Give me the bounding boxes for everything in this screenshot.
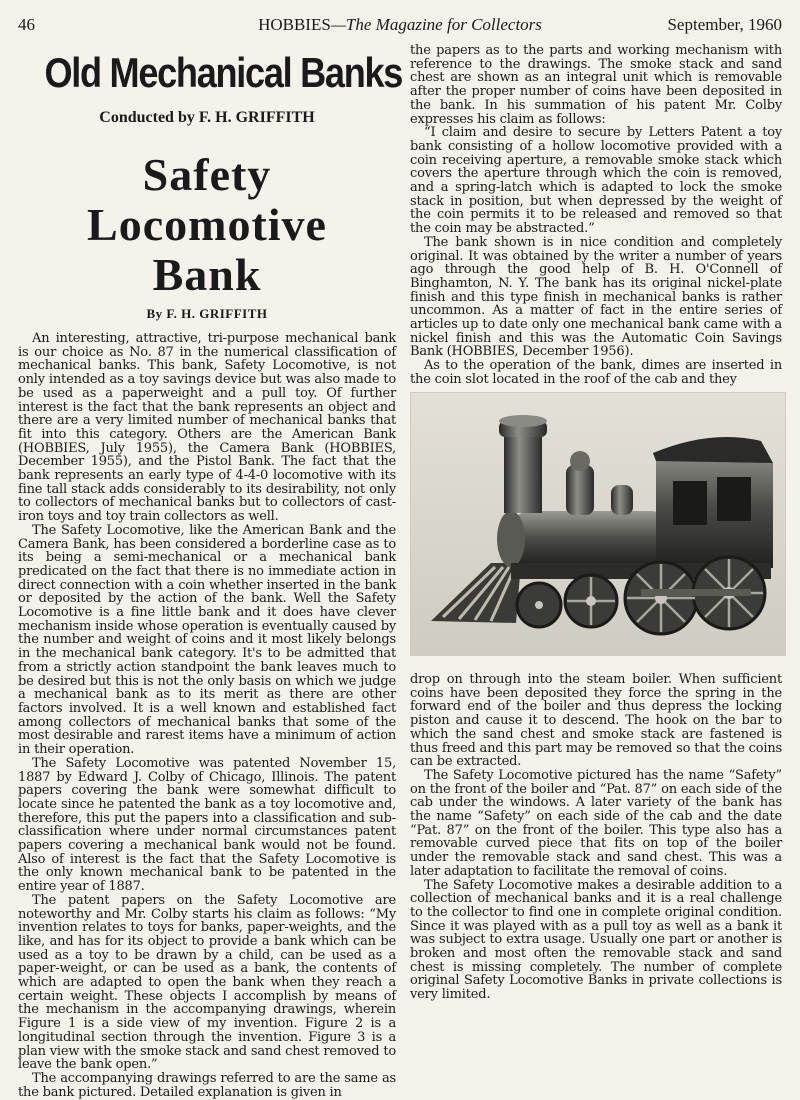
article-byline: By F. H. GRIFFITH — [146, 306, 268, 321]
page-header — [18, 14, 782, 36]
locomotive-bank-photo — [410, 392, 786, 656]
left-column — [18, 44, 403, 1100]
locomotive-illustration — [411, 393, 785, 655]
paragraph: the papers as to the parts and working mechanism with reference to the drawings. The smoke stack and sand chest are shown as an integral unit which is removable after the proper number of coins have been deposited in the bank. In his summation of his patent Mr. Colby expresses his claim as follows: — [410, 43, 782, 127]
paragraph: As to the operation of the bank, dimes are inserted in the coin slot located in the roof of the cab and they — [410, 358, 782, 387]
right-column-top — [410, 44, 782, 387]
conducted-by: Conducted by F. H. GRIFFITH — [99, 109, 315, 126]
paragraph: drop on through into the steam boiler. When sufficient coins have been deposited they force the spring in the forward end of the boiler and thus depress the locking piston and cause it to descend. The hook on the bar to which the sand chest and smoke stack are fastened is thus freed and this part may be removed so that the coins can be extracted. — [410, 672, 782, 770]
paragraph: The Safety Locomotive, like the American Bank and the Camera Bank, has been considered a borderline case as to its being a semi-mechanical or a mechanical bank predicated on the fact that there is no immediate action in direct connection with a coin whether inserted in the bank or deposited by the action of the bank. Well the Safety Locomotive is a fine little bank and it does have clever mechanism inside whose operation is eventually caused by the number and weight of coins and it most likely belongs in the mechanical bank category. It's to be admitted that from a strictly action standpoint the bank leaves much to be desired but this is not the only basis on which we judge a mechanical bank as to its merit as there are other factors involved. It is a well known and established fact among collectors of mechanical banks that some of the most desirable and rarest items have a minimum of action in their operation. — [18, 522, 396, 758]
magazine-tagline: —The Magazine for Collectors — [330, 15, 542, 34]
magazine-name: HOBBIES — [258, 15, 331, 34]
article-title — [18, 150, 396, 300]
paragraph: An interesting, attractive, tri-purpose mechanical bank is our choice as No. 87 in the numerical classification of mechanical banks. This bank, Safety Locomotive, is not only intended as a toy savings device but was also made to be used as a paperweight and a pull toy. Of further interest is the fact that the bank represents an object and there are a very limited number of mechanical banks that fit into this category. Others are the American Bank (HOBBIES, July 1955), the Camera Bank (HOBBIES, December 1955), and the Pistol Bank. The fact that the bank represents an early type of 4-4-0 locomotive with its fine tall stack adds considerably to its desirability, not only to collectors of mechanical banks but to collectors of cast-iron toys and toy train collectors as well. — [18, 331, 396, 525]
issue-date: September, 1960 — [667, 15, 782, 34]
article-title-line2: Bank — [152, 249, 262, 300]
right-column-bottom — [410, 673, 782, 1002]
paragraph: The Safety Locomotive makes a desirable addition to a collection of mechanical banks and it is a real challenge to the collector to find one in complete original condition. Since it was played with as a pull toy as well as a bank it was subject to extra usage. Usually one part or another is broken and most often the removable stack and sand chest is missing completely. The number of complete original Safety Locomotive Banks in private collections is very limited. — [410, 877, 782, 1003]
page-number: 46 — [18, 15, 35, 34]
paragraph: The Safety Locomotive was patented November 15, 1887 by Edward J. Colby of Chicago, Illinois. The patent papers covering the bank were somewhat difficult to locate since he patented the bank as a toy locomotive and, therefore, this put the papers into a classification and sub-classification where under normal circumstances patent papers covering a mechanical bank would not be found. Also of interest is the fact that the Safety Locomotive is the only known mechanical bank to be patented in the entire year of 1887. — [18, 755, 396, 895]
department-title: Old Mechanical Banks — [44, 49, 403, 96]
paragraph: The patent papers on the Safety Locomotive are noteworthy and Mr. Colby starts his claim as follows: “My invention relates to toys for banks, paper-weights, and the like, and has for its object to provide a bank which can be used as a toy to be drawn by a child, can be used as a paper-weight, or can be used as a bank, the contents of which are adapted to open the bank when they reach a certain weight. These objects I accomplish by means of the mechanism in the accompanying drawings, wherein Figure 1 is a side view of my invention. Figure 2 is a longitudinal section through the invention. Figure 3 is a plan view with the smoke stack and sand chest removed to leave the bank open.” — [18, 892, 396, 1073]
article-title-line1: Safety Locomotive — [87, 149, 327, 250]
paragraph: The Safety Locomotive pictured has the name “Safety” on the front of the boiler and “Pat. 87” on each side of the cab under the windows. A later variety of the bank has the name “Safety” on each side of the cab and the date “Pat. 87” on the front of the boiler. This type also has a removable curved piece that fits on top of the boiler under the removable stack and sand chest. This was a later adaptation to facilitate the removal of coins. — [410, 767, 782, 879]
paragraph: The accompanying drawings referred to are the same as the bank pictured. Detailed explanation is given in — [18, 1070, 396, 1100]
paragraph: “I claim and desire to secure by Letters Patent a toy bank consisting of a hollow locomotive provided with a coin receiving aperture, a removable smoke stack which covers the aperture through which the coin is removed, and a spring-latch which is adapted to lock the smoke stack in position, but when depressed by the weight of the coin permits it to be released and removed so that the coin may be abstracted.” — [410, 125, 782, 237]
paragraph: The bank shown is in nice condition and completely original. It was obtained by the writer a number of years ago through the good help of B. H. O'Connell of Binghamton, N. Y. The bank has its original nickel-plate finish and this type finish in mechanical banks is rather uncommon. As a matter of fact in the entire series of articles up to date only one mechanical bank came with a nickel finish and this was the Automatic Coin Savings Bank (HOBBIES, December 1956). — [410, 234, 782, 360]
